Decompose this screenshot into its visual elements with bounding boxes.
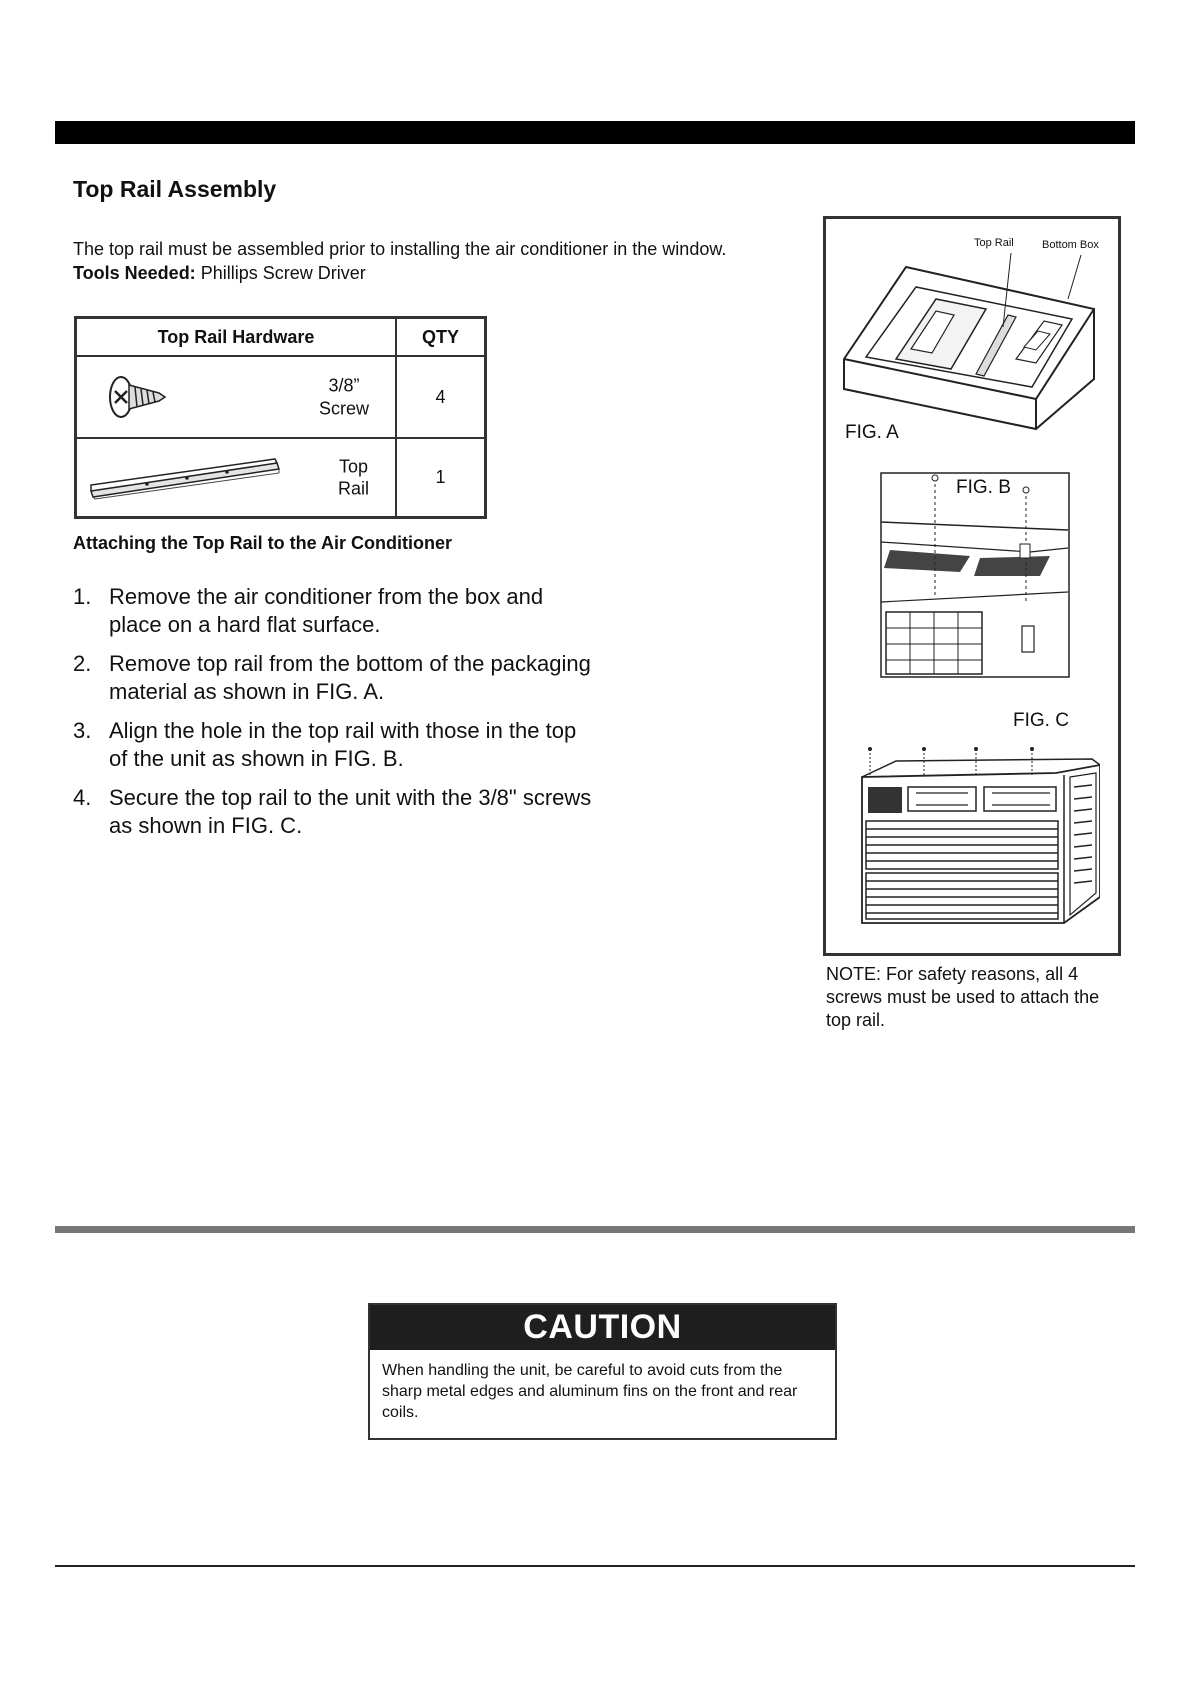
header-bar bbox=[55, 121, 1135, 144]
list-item bbox=[73, 717, 593, 773]
tools-value: Phillips Screw Driver bbox=[200, 263, 366, 283]
list-item bbox=[73, 650, 593, 706]
step-text: Remove the air conditioner from the box and place on a hard flat surface. bbox=[109, 584, 544, 637]
part-label-screw bbox=[319, 375, 369, 420]
step-number: 3. bbox=[73, 718, 92, 743]
safety-note: NOTE: For safety reasons, all 4 screws must be used to attach the top rail. bbox=[826, 964, 1100, 1030]
step-text: Secure the top rail to the unit with the 3/8" screws as shown in FIG. C. bbox=[109, 785, 592, 838]
section-divider bbox=[55, 1226, 1135, 1233]
fig-a-callout-bottom-box: Bottom Box bbox=[1042, 239, 1099, 251]
step-text: Align the hole in the top rail with those in the top of the unit as shown in FIG. B. bbox=[109, 718, 577, 771]
caution-text: When handling the unit, be careful to avoid cuts from the sharp metal edges and aluminum fins on the front and rear coils. bbox=[382, 1362, 798, 1421]
steps-list bbox=[73, 583, 593, 851]
step-number: 1. bbox=[73, 584, 92, 609]
caution-title: CAUTION bbox=[370, 1305, 835, 1350]
list-item bbox=[73, 583, 593, 639]
table-cell-qty: 1 bbox=[396, 438, 486, 518]
fig-a-label: FIG. A bbox=[845, 422, 899, 443]
tools-needed bbox=[73, 263, 366, 284]
step-text: Remove top rail from the bottom of the packaging material as shown in FIG. A. bbox=[109, 651, 591, 704]
part-label-line: Rail bbox=[337, 478, 369, 499]
step-number: 2. bbox=[73, 651, 92, 676]
section-title: Top Rail Assembly bbox=[73, 176, 277, 202]
table-cell-part bbox=[76, 356, 397, 438]
list-item bbox=[73, 784, 593, 840]
table-cell-qty: 4 bbox=[396, 356, 486, 438]
step-number: 4. bbox=[73, 785, 92, 810]
intro-text: The top rail must be assembled prior to installing the air conditioner in the window. bbox=[73, 239, 727, 259]
table-cell-part bbox=[76, 438, 397, 518]
hardware-table bbox=[74, 316, 487, 519]
fig-a-box-illustration bbox=[836, 239, 1108, 439]
attach-title: Attaching the Top Rail to the Air Conditioner bbox=[73, 533, 452, 553]
figures-panel bbox=[823, 216, 1121, 956]
fig-b-unit-illustration bbox=[880, 472, 1070, 678]
table-row bbox=[76, 438, 486, 518]
tools-label: Tools Needed: bbox=[73, 263, 196, 283]
fig-b-label: FIG. B bbox=[956, 477, 1011, 498]
part-label-top-rail bbox=[338, 455, 369, 500]
fig-c-label: FIG. C bbox=[1013, 710, 1069, 731]
table-header-row bbox=[76, 318, 486, 357]
fig-a-callout-top-rail: Top Rail bbox=[974, 237, 1014, 249]
table-header-hardware: Top Rail Hardware bbox=[76, 318, 397, 357]
footer-rule bbox=[55, 1565, 1135, 1567]
table-header-qty: QTY bbox=[396, 318, 486, 357]
table-row bbox=[76, 356, 486, 438]
part-label-line: Top bbox=[338, 456, 368, 476]
part-label-line: Screw bbox=[318, 398, 369, 418]
part-label-line: 3/8” bbox=[328, 375, 360, 396]
fig-c-unit-illustration bbox=[856, 747, 1100, 927]
caution-box bbox=[368, 1303, 837, 1440]
top-rail-icon bbox=[87, 455, 283, 501]
screw-icon bbox=[105, 373, 167, 421]
